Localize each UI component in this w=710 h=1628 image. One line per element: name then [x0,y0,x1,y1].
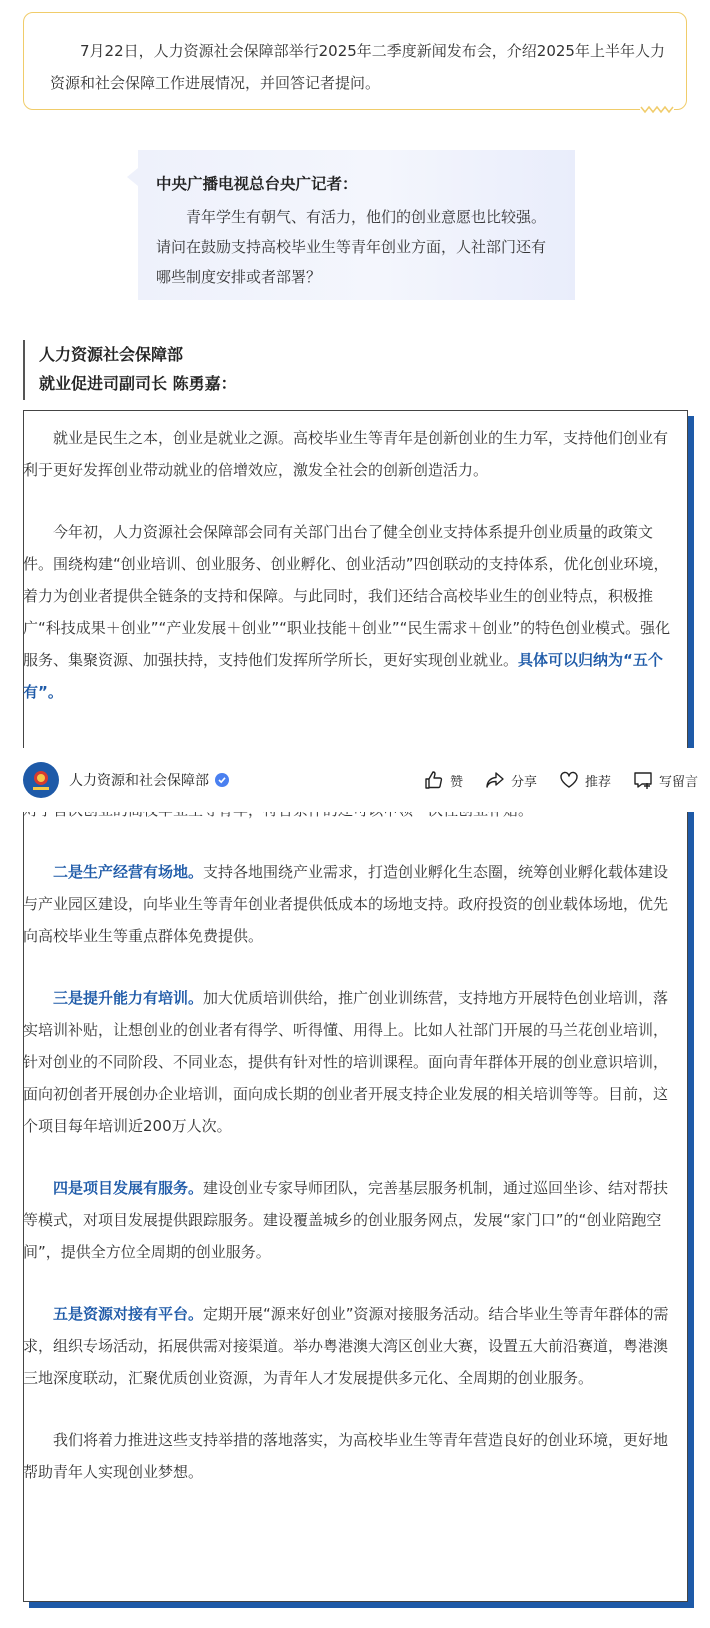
point-3-paragraph [23,982,671,1142]
answer-paragraph-1: 就业是民生之本，创业是就业之源。高校毕业生等青年是创新创业的生力军，支持他们创业有利于更好发挥创业带动就业的倍增效应，激发全社会的创新创造活力。 [23,429,669,479]
intro-text: 7月22日，人力资源社会保障部举行2025年二季度新闻发布会，介绍2025年上半年人力资源和社会保障工作进展情况，并回答记者提问。 [50,42,665,92]
point-2-title: 二是生产经营有场地。 [53,863,204,881]
verified-icon [215,773,229,787]
intro-box [23,12,687,110]
heart-icon [559,770,579,790]
point-4-paragraph [23,1172,671,1268]
point-5-text: 定期开展“源来好创业”资源对接服务活动。结合毕业生等青年群体的需求，组织专场活动，拓展供需对接渠道。举办粤港澳大湾区创业大赛，设置五大前沿赛道，粤港澳三地深度联动，汇聚优质创业资源，为青年人才发展提供多元化、全周期的创业服务。 [23,1305,669,1387]
like-button[interactable] [424,770,463,790]
closing-paragraph: 我们将着力推进这些支持举措的落地落实，为高校毕业生等青年营造良好的创业环境，更好地帮助青年人实现创业梦想。 [23,1431,669,1481]
point-2-text: 支持各地围绕产业需求，打造创业孵化生态圈，统筹创业孵化载体建设与产业园区建设，向毕业生等青年创业者提供低成本的场地支持。政府投资的创业载体场地，优先向高校毕业生等重点群体免费提供。 [23,863,669,945]
recommend-button[interactable] [559,770,611,790]
share-icon [485,770,505,790]
answerer-label [23,340,237,400]
question-speaker: 中央广播电视总台央广记者： [156,175,358,193]
share-button[interactable] [485,770,537,790]
point-4-title: 四是项目发展有服务。 [53,1179,204,1197]
point-5-paragraph [23,1298,671,1394]
comment-icon [633,770,653,790]
point-5-title: 五是资源对接有平台。 [53,1305,204,1323]
share-label: 分享 [510,774,537,790]
point-4-text: 建设创业专家导师团队，完善基层服务机制，通过巡回坐诊、结对帮扶等模式，对项目发展提供跟踪服务。建设覆盖城乡的创业服务网点，发展“家门口”的“创业陪跑空间”，提供全方位全周期的创业服务。 [23,1179,669,1261]
question-bubble [138,150,575,300]
account-toolbar [0,748,710,812]
answer-top [23,422,671,738]
answerer-title: 就业促进司副司长 陈勇嘉： [39,374,237,393]
answer-paragraph-2-text: 今年初，人力资源社会保障部会同有关部门出台了健全创业支持体系提升创业质量的政策文件。围绕构建“创业培训、创业服务、创业孵化、创业活动”四创联动的支持体系，优化创业环境，着力为创业者提供全链条的支持和保障。与此同时，我们还结合高校毕业生的创业特点，积极推广“科技成果＋创业”“产业发展＋创业”“职业技能＋创业”“民生需求＋创业”的特色创业模式。强化服务、集聚资源、加强扶持，支持他们发挥所学所长，更好实现创业就业。 [23,523,671,669]
answer-bottom [23,794,671,1518]
account-logo-icon[interactable] [23,762,59,798]
answerer-org: 人力资源社会保障部 [39,345,184,364]
like-label: 赞 [449,774,463,790]
five-points-highlight: 具体可以归纳为“五个有”。 [23,651,663,701]
point-2-paragraph [23,856,671,952]
point-3-title: 三是提升能力有培训。 [53,989,204,1007]
comment-button[interactable] [633,770,698,790]
answer-paragraph-2 [23,516,671,708]
recommend-label: 推荐 [584,774,611,790]
account-name[interactable]: 人力资源和社会保障部 [69,773,209,789]
point-3-text: 加大优质培训供给，推广创业训练营，支持地方开展特色创业培训，落实培训补贴，让想创业的创业者有得学、听得懂、用得上。比如人社部门开展的马兰花创业培训，针对创业的不同阶段、不同业态，提供有针对性的培训课程。面向青年群体开展的创业意识培训，面向初创者开展创办企业培训，面向成长期的创业者开展支持企业发展的相关培训等等。目前，这个项目每年培训近200万人次。 [23,989,669,1135]
wave-decoration [640,104,674,114]
comment-label: 写留言 [658,774,698,790]
question-text: 青年学生有朝气、有活力，他们的创业意愿也比较强。请问在鼓励支持高校毕业生等青年创业方面，人社部门还有哪些制度安排或者部署？ [156,208,547,286]
thumbs-up-icon [424,770,444,790]
